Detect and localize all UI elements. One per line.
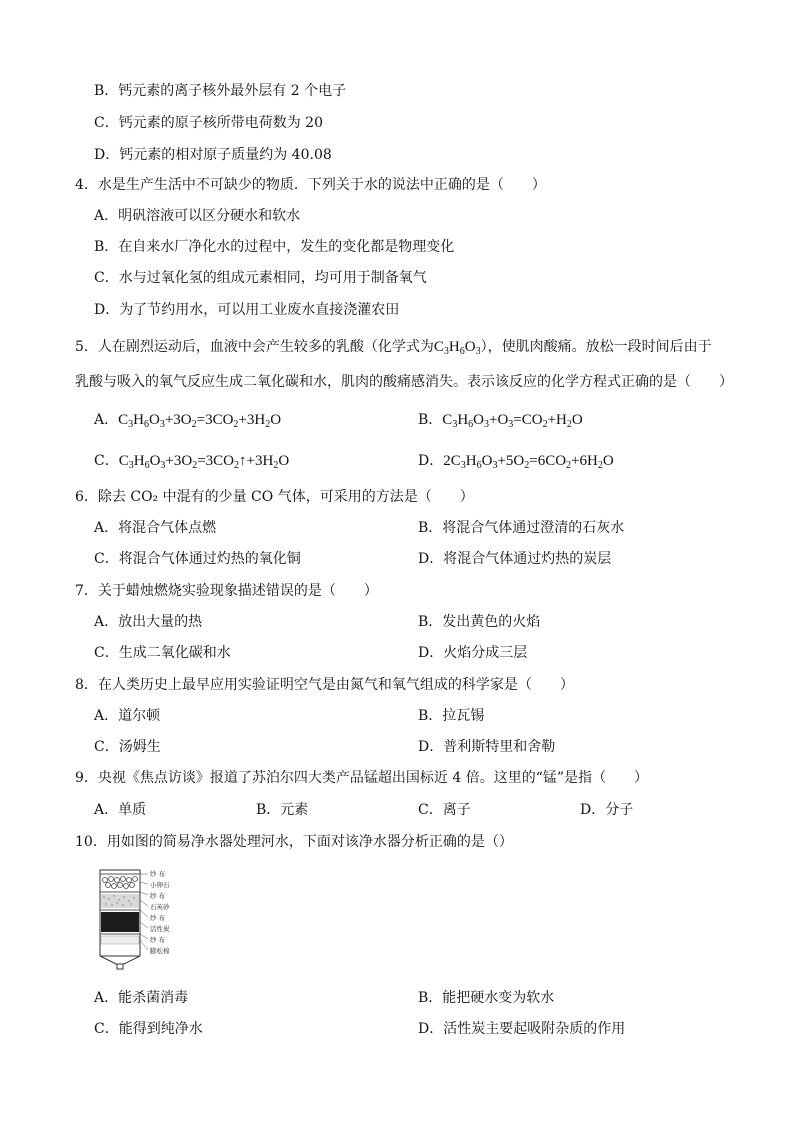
q5-option-a-label: A．: [94, 412, 119, 428]
purifier-outlet: [117, 964, 123, 969]
q7-option-d: D．火焰分成三层: [418, 645, 528, 661]
q4-option-a: A．明矾溶液可以区分硬水和软水: [94, 208, 301, 224]
q6-option-b: B．将混合气体通过澄清的石灰水: [418, 520, 625, 536]
q5-stem-part1: 5．人在剧烈运动后，血液中会产生较多的乳酸（化学式为: [75, 339, 434, 355]
q5-stem-line1: [75, 337, 712, 357]
q5-stem-line2: 乳酸与吸入的氧气反应生成二氧化碳和水，肌肉的酸痛感消失。表示该反应的化学方程式正确的是（ ）: [75, 374, 733, 390]
q8-stem: 8．在人类历史上最早应用实验证明空气是由氮气和氧气组成的科学家是（ ）: [75, 677, 574, 693]
q3-option-c: C．钙元素的原子核所带电荷数为 20: [94, 115, 323, 131]
q4-option-c: C．水与过氧化氢的组成元素相同，均可用于制备氧气: [94, 270, 427, 286]
q5-option-c-label: C．: [94, 453, 119, 469]
q5-option-c-formula: $C_3H_6O_3+3O_2=3CO_2↑+3H_2O$: [118, 453, 290, 471]
q7-stem: 7．关于蜡烛燃烧实验现象描述错误的是（ ）: [75, 583, 378, 599]
q6-stem: 6．除去 CO₂ 中混有的少量 CO 气体，可采用的方法是（ ）: [75, 489, 474, 505]
layer-quartz-sand: [101, 894, 139, 908]
q4-stem: 4．水是生产生活中不可缺少的物质．下列关于水的说法中正确的是（ ）: [75, 177, 546, 193]
q4-option-d: D．为了节约用水，可以用工业废水直接浇灌农田: [94, 302, 400, 318]
label-gauze-4: 纱 布: [150, 936, 166, 944]
q10-option-d: D．活性炭主要起吸附杂质的作用: [418, 1021, 626, 1037]
q10-option-c: C．能得到纯净水: [94, 1021, 203, 1037]
label-gauze-2: 纱 布: [150, 892, 166, 900]
q5-option-b-label: B．: [418, 412, 443, 428]
q5-option-a: [94, 410, 281, 430]
q3-option-b: B．钙元素的离子核外最外层有 2 个电子: [94, 83, 347, 99]
purifier-funnel: [100, 956, 140, 964]
q9-option-b: B．元素: [256, 802, 309, 818]
q9-option-c: C．离子: [418, 802, 471, 818]
q8-option-b: B．拉瓦锡: [418, 708, 485, 724]
q5-option-d: [418, 451, 614, 471]
q9-option-d: D．分子: [580, 802, 634, 818]
q5-option-d-label: D．: [418, 453, 444, 469]
q5-option-d-formula: $2C_3H_6O_3+5O_2=6CO_2+6H_2O$: [443, 453, 614, 471]
q7-option-c: C．生成二氧化碳和水: [94, 645, 231, 661]
q6-option-a: A．将混合气体点燃: [94, 520, 217, 536]
q6-option-c: C．将混合气体通过灼热的氧化铜: [94, 551, 301, 567]
q7-option-a: A．放出大量的热: [94, 614, 203, 630]
q5-stem-part2: ），使肌肉酸痛。放松一段时间后由于: [480, 339, 712, 355]
label-quartz-sand: 石英砂: [150, 903, 170, 911]
label-gauze-1: 纱 布: [150, 870, 166, 878]
label-pebbles: 小卵石: [150, 881, 170, 889]
layer-cotton: [101, 936, 139, 944]
label-cotton: 膨松棉: [150, 947, 170, 955]
q9-option-a: A．单质: [94, 802, 147, 818]
figure-leader-lines: [140, 874, 148, 950]
q8-option-a: A．道尔顿: [94, 708, 161, 724]
q10-option-b: B．能把硬水变为软水: [418, 990, 555, 1006]
q8-option-d: D．普利斯特里和舍勒: [418, 739, 556, 755]
q4-option-b: B．在自来水厂净化水的过程中，发生的变化都是物理变化: [94, 239, 455, 255]
q5-option-a-formula: $C_3H_6O_3+3O_2=3CO_2+3H_2O$: [118, 412, 282, 430]
label-gauze-3: 纱 布: [150, 914, 166, 922]
water-purifier-figure: [96, 868, 186, 970]
q5-option-b: [418, 410, 583, 430]
layer-pebbles: [101, 876, 139, 890]
q10-stem: 10．用如图的简易净水器处理河水，下面对该净水器分析正确的是（）: [75, 834, 513, 850]
label-activated-carbon: 活性炭: [150, 925, 170, 933]
layer-activated-carbon: [101, 912, 139, 932]
q9-stem: 9．央视《焦点访谈》报道了苏泊尔四大类产品锰超出国标近 4 倍。这里的“锰”是指（ ）: [75, 770, 649, 786]
q8-option-c: C．汤姆生: [94, 739, 161, 755]
q6-option-d: D．将混合气体通过灼热的炭层: [418, 551, 612, 567]
q5-option-c: [94, 451, 289, 471]
q10-option-a: A．能杀菌消毒: [94, 990, 189, 1006]
q5-option-b-formula: $C_3H_6O_3+O_3=CO_2+H_2O$: [442, 412, 583, 430]
q7-option-b: B．发出黄色的火焰: [418, 614, 541, 630]
lactic-acid-formula: $C_3H_6O_3$: [433, 339, 481, 357]
q3-option-d: D．钙元素的相对原子质量约为 40.08: [94, 147, 332, 163]
